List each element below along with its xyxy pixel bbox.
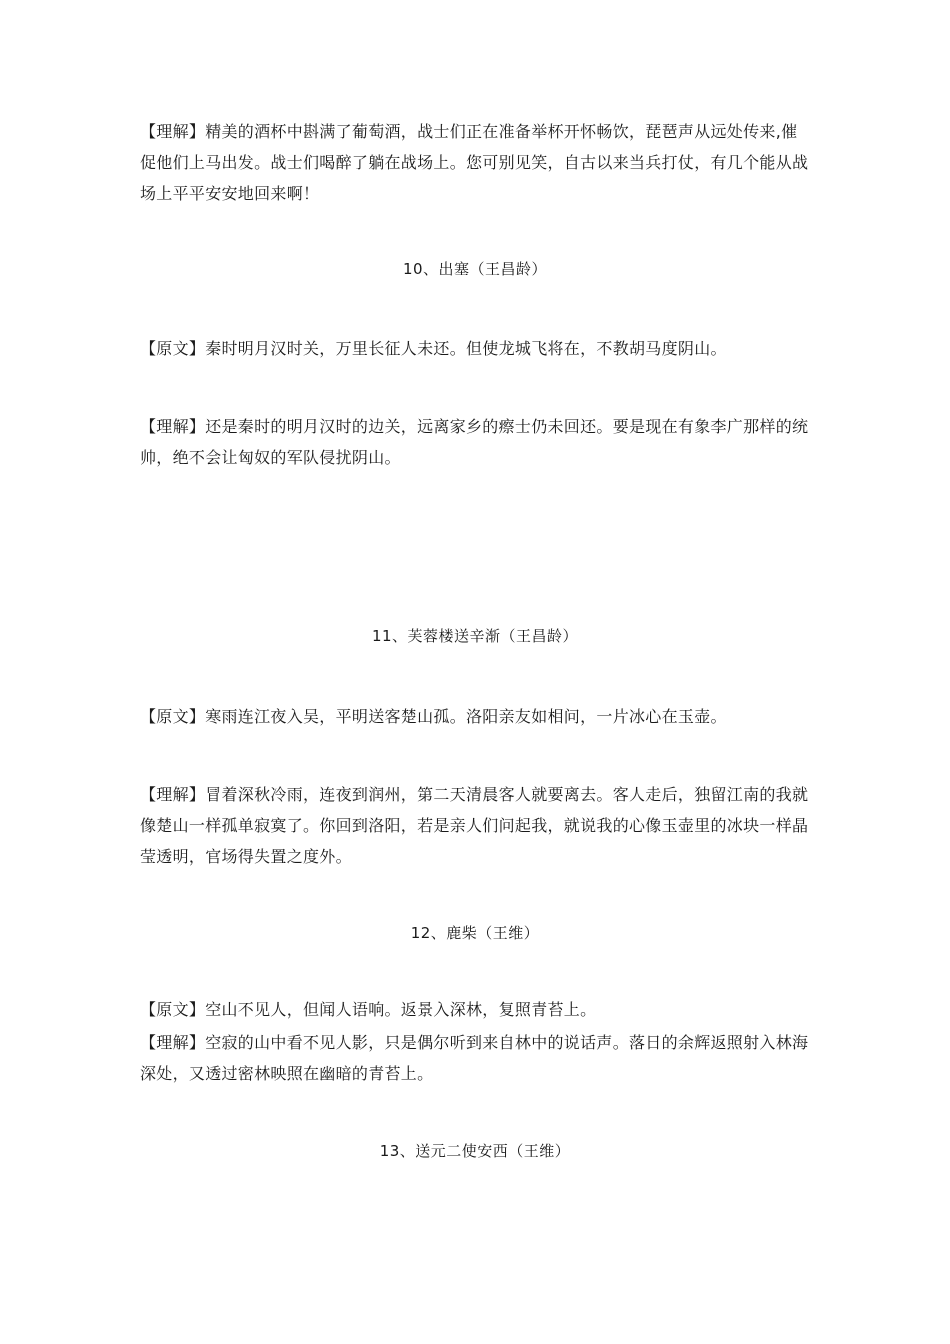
paragraph-interpretation-12: 【理解】空寂的山中看不见人影，只是偶尔听到来自林中的说话声。落日的余辉返照射入林海深处，又透过密林映照在幽暗的青苔上。 [140, 1033, 809, 1083]
paragraph-interpretation-10: 【理解】还是秦时的明月汉时的边关，远离家乡的瘵士仍未回还。要是现在有象李广那样的统帅，绝不会让匈奴的军队侵扰阴山。 [140, 417, 809, 467]
paragraph-original-12: 【原文】空山不见人，但闻人语响。返景入深林，复照青苔上。 [140, 1000, 597, 1019]
paragraph-interpretation-9: 【理解】精美的酒杯中斟满了葡萄酒，战士们正在准备举杯开怀畅饮，琵琶声从远处传来,催促他们上马出发。战士们喝醉了躺在战场上。您可别见笑，自古以来当兵打仗，有几个能从战场上平平安安地回来啊！ [140, 122, 809, 203]
paragraph-original-10: 【原文】秦时明月汉时关，万里长征人未还。但使龙城飞将在，不教胡马度阴山。 [140, 339, 727, 358]
paragraph-interpretation-11: 【理解】冒着深秋冷雨，连夜到润州，第二天清晨客人就要离去。客人走后，独留江南的我就像楚山一样孤单寂寞了。你回到洛阳，若是亲人们问起我，就说我的心像玉壶里的冰块一样晶莹透明，官场得失置之度外。 [140, 785, 809, 866]
poem-title-11: 11、芙蓉楼送辛渐（王昌龄） [371, 627, 579, 645]
paragraph-original-11: 【原文】寒雨连江夜入吴，平明送客楚山孤。洛阳亲友如相问，一片冰心在玉壶。 [140, 707, 727, 726]
poem-title-10: 10、出塞（王昌龄） [402, 260, 548, 278]
poem-title-12: 12、鹿柴（王维） [410, 924, 540, 942]
poem-title-13: 13、送元二使安西（王维） [379, 1142, 571, 1160]
